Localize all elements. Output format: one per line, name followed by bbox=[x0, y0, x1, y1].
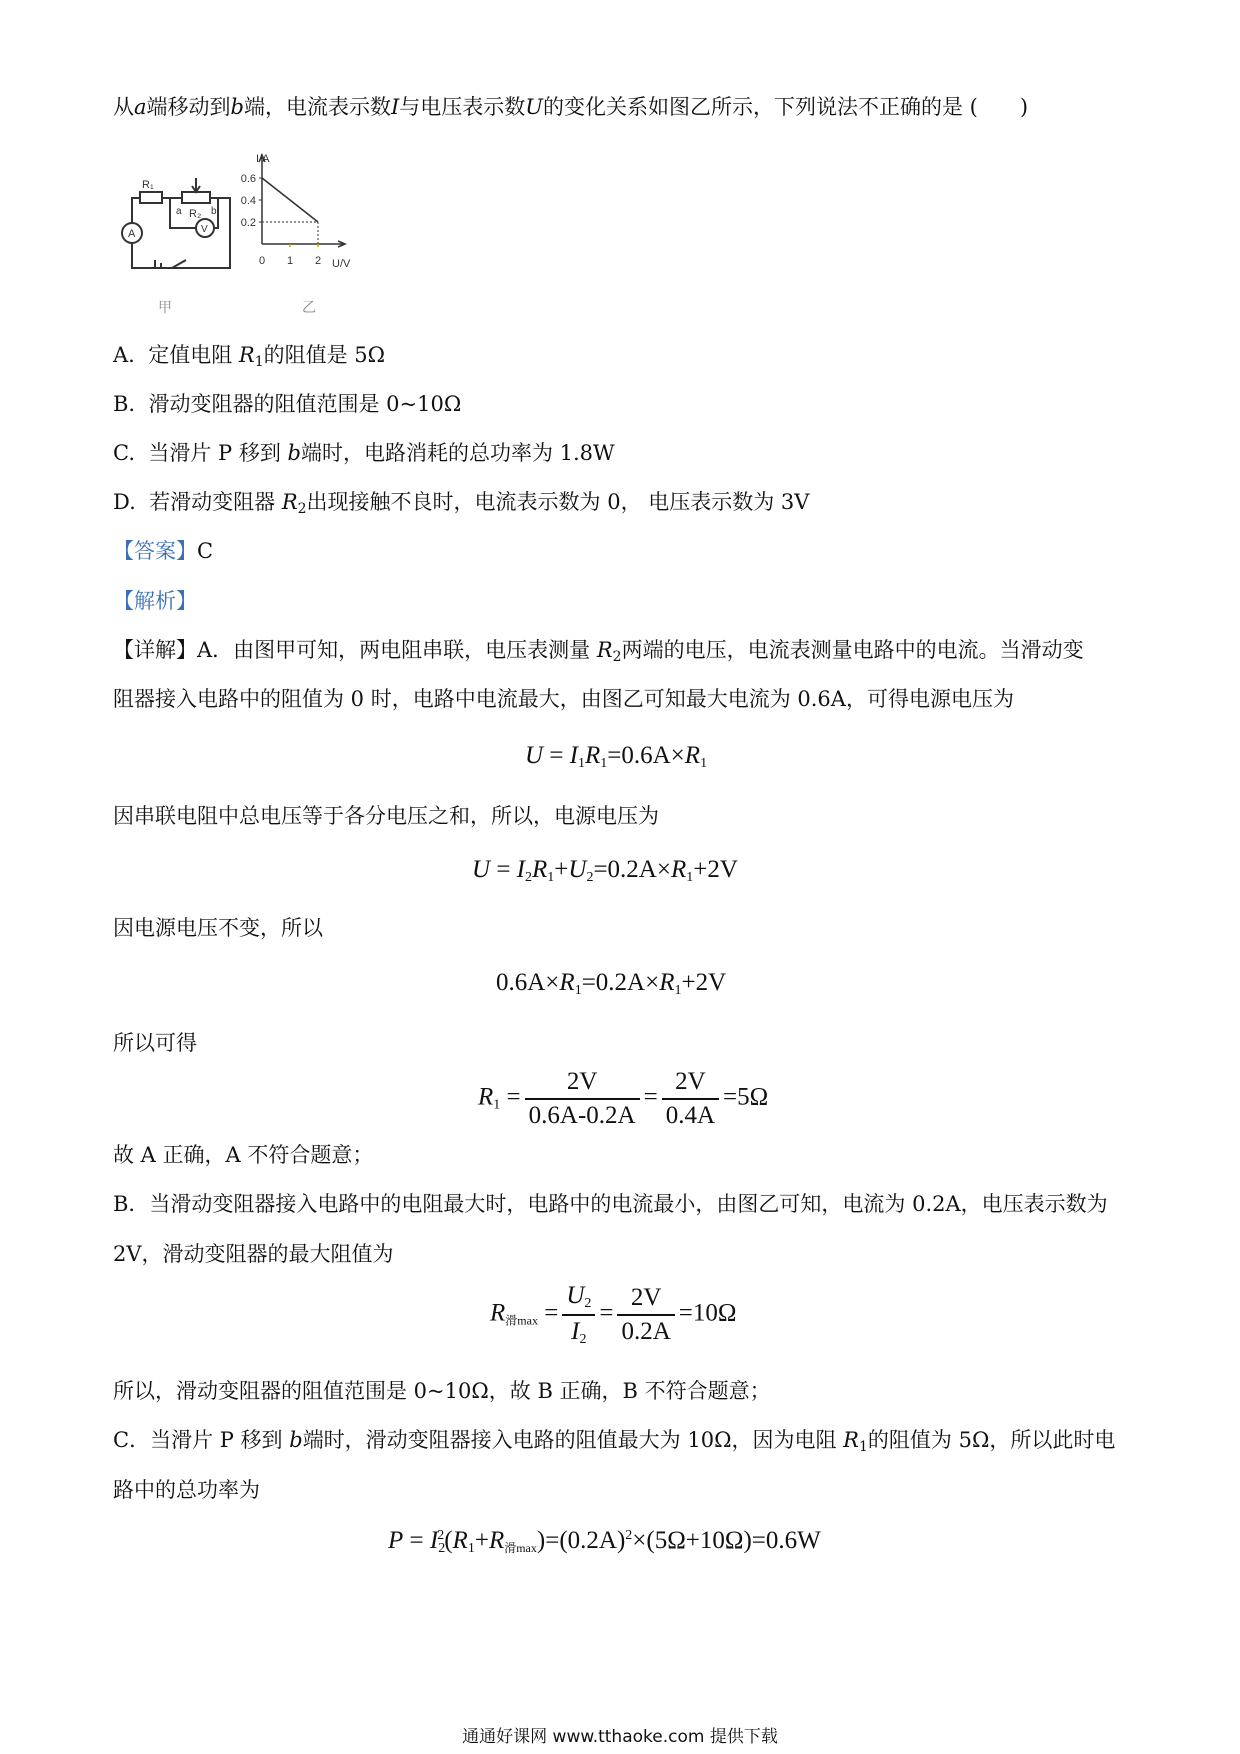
x-axis bbox=[262, 241, 345, 247]
detail-line-8: 2V，滑动变阻器的最大阻值为 bbox=[113, 1242, 394, 1266]
equation-3: $0.6A\times R_1=0.2A\times R_1+2V$ bbox=[496, 969, 727, 998]
equation-4: $R_1$ = $\frac{2V}{0.6A-0.2A}$ = $\frac{2V}{0.4A}$ =5Ω bbox=[478, 1068, 769, 1129]
equation-6: $P = I_2^2(R_1+R_{滑max})=(0.2A)^2\times(5\Omega+10\Omega)=0.6W$ bbox=[388, 1527, 821, 1556]
x-axis-label: U/V bbox=[332, 258, 351, 270]
option-b: B. 滑动变阻器的阻值范围是 0~10Ω bbox=[113, 392, 462, 416]
detail-line-2: 阻器接入电路中的阻值为 0 时，电路中电流最大，由图乙可知最大电流为 0.6A，可得电源电压为 bbox=[113, 687, 1014, 711]
y-tick-label: 0.2 bbox=[240, 217, 256, 229]
label-r2: R₂ bbox=[189, 208, 202, 220]
equation-5: $R_{滑max}$ = $\frac{U_2}{I_2}$ = $\frac{2V}{0.2A}$ =10Ω bbox=[490, 1282, 737, 1347]
page-footer: 通通好课网 www.tthaoke.com 提供下载 bbox=[462, 1727, 778, 1747]
detail-line-3: 因串联电阻中总电压等于各分电压之和，所以，电源电压为 bbox=[113, 804, 659, 828]
label-a: a bbox=[176, 206, 182, 217]
detail-line-1: 【详解】A．由图甲可知，两电阻串联，电压表测量 $R_2$两端的电压，电流表测量电路中的电流。当滑动变 bbox=[113, 638, 1084, 665]
detail-line-7: B．当滑动变阻器接入电路中的电阻最大时，电路中的电流最小，由图乙可知，电流为 0.2A，电压表示数为 bbox=[113, 1192, 1108, 1216]
analysis-heading: 【解析】 bbox=[113, 589, 197, 613]
label-b: b bbox=[211, 206, 217, 217]
option-d: D. 若滑动变阻器 $R_2$出现接触不良时，电流表示数为 0， 电压表示数为 3V bbox=[113, 490, 810, 517]
y-tick-label: 0.4 bbox=[240, 195, 256, 207]
iu-graph bbox=[240, 150, 372, 320]
detail-line-11: 路中的总功率为 bbox=[113, 1478, 260, 1502]
detail-line-5: 所以可得 bbox=[113, 1031, 197, 1055]
switch bbox=[172, 260, 186, 268]
detail-line-6: 故 A 正确，A 不符合题意； bbox=[113, 1143, 374, 1167]
label-r1: R₁ bbox=[142, 179, 154, 191]
equation-1: $U = I_1R_1=0.6A\times R_1$ bbox=[525, 742, 708, 771]
answer: 【答案】C bbox=[113, 539, 214, 563]
detail-line-9: 所以，滑动变阻器的阻值范围是 0~10Ω，故 B 正确，B 不符合题意； bbox=[113, 1379, 771, 1403]
option-a: A. 定值电阻 $R_1$的阻值是 5Ω bbox=[113, 343, 386, 370]
resistor-r1 bbox=[140, 192, 162, 203]
label-voltmeter: V bbox=[201, 224, 208, 235]
circuit-diagram bbox=[110, 150, 240, 320]
series-line bbox=[262, 178, 318, 222]
caption-graph: 乙 bbox=[302, 299, 316, 315]
x-tick-label: 0 bbox=[258, 255, 266, 267]
detail-line-4: 因电源电压不变，所以 bbox=[113, 916, 323, 940]
y-axis-label: I/A bbox=[256, 153, 270, 165]
detail-line-10: C．当滑片 P 移到 b端时，滑动变阻器接入电路的阻值最大为 10Ω，因为电阻 $R_1$的阻值为 5Ω，所以此时电 bbox=[113, 1428, 1116, 1455]
option-c: C. 当滑片 P 移到 b端时，电路消耗的总功率为 1.8W bbox=[113, 441, 615, 465]
x-tick-label: 2 bbox=[314, 255, 322, 267]
y-tick-label: 0.6 bbox=[240, 173, 256, 185]
question-stem: 从a端移动到b端，电流表示数I与电压表示数U的变化关系如图乙所示，下列说法不正确的是 ( ) bbox=[113, 95, 1029, 119]
battery bbox=[155, 260, 161, 268]
label-ammeter: A bbox=[128, 228, 136, 240]
equation-2: $U = I_2R_1+U_2=0.2A\times R_1+2V$ bbox=[472, 856, 738, 885]
x-tick-label: 1 bbox=[286, 255, 294, 267]
caption-circuit: 甲 bbox=[158, 299, 172, 315]
